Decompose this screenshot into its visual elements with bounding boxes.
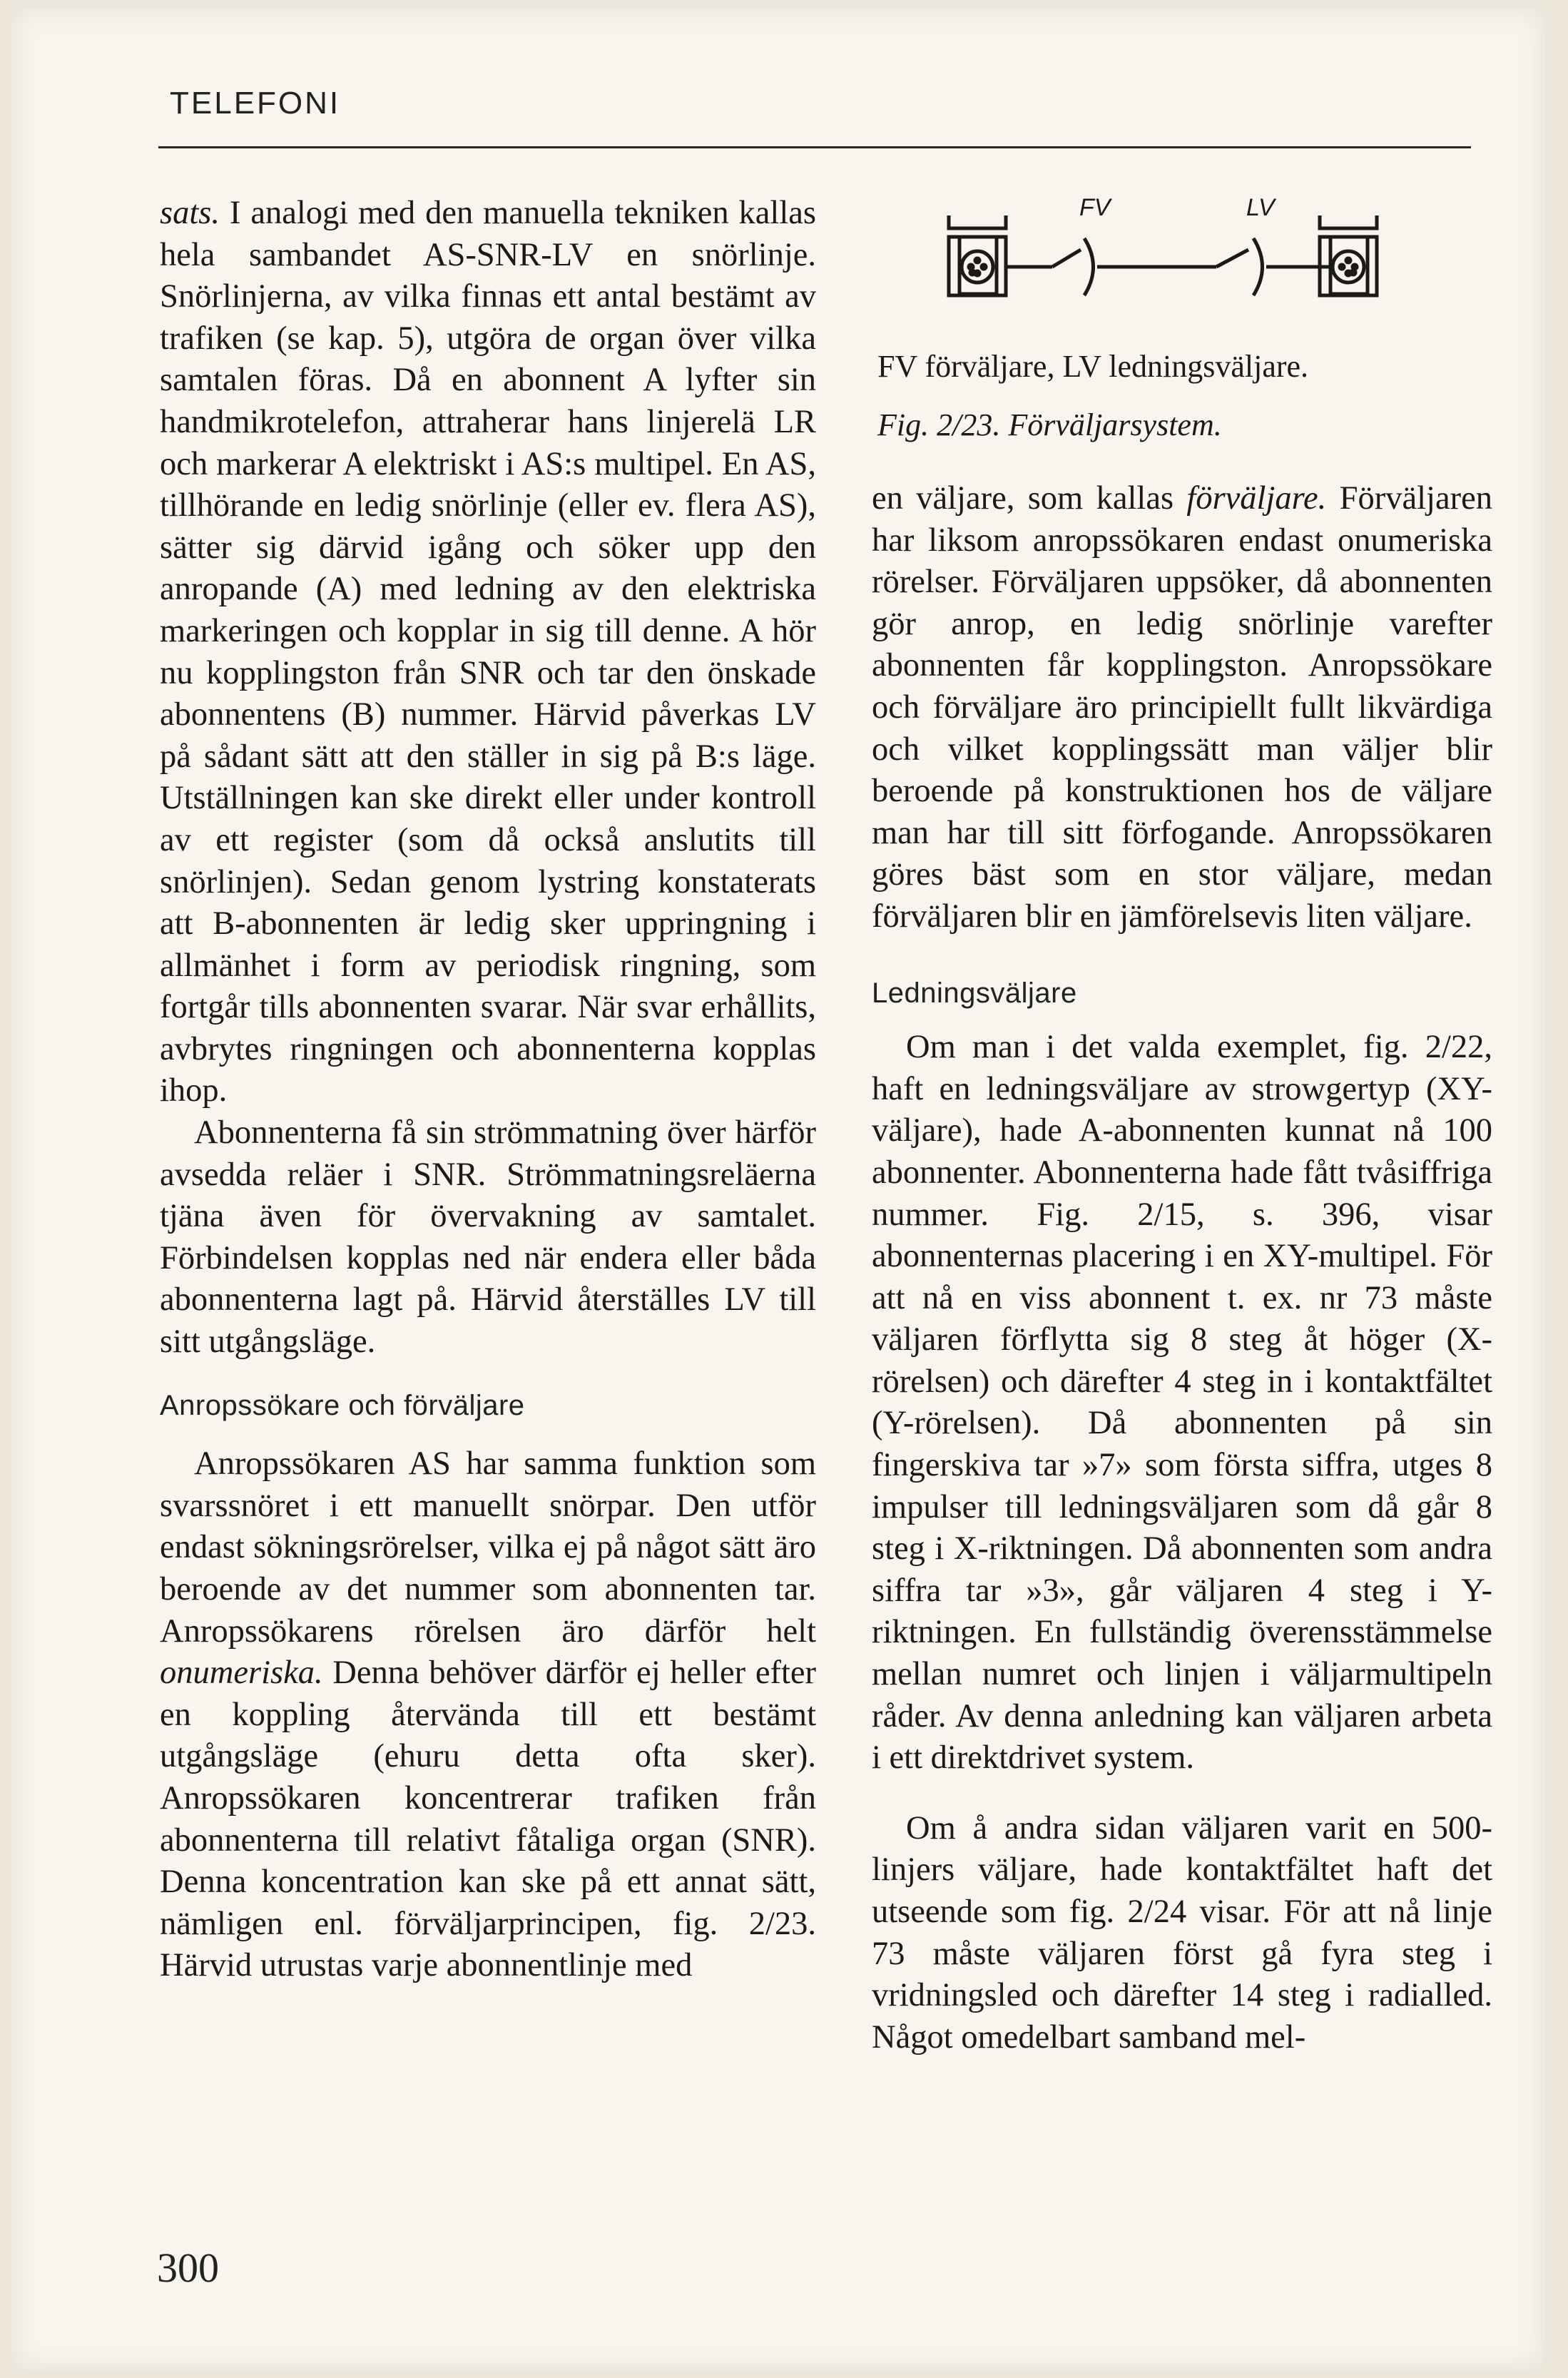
emphasis: onumeriska. xyxy=(160,1655,323,1692)
running-header: TELEFONI xyxy=(170,86,341,121)
paragraph-text: Denna behöver därför ej heller efter en koppling återvända till ett bestämt utgångsläge (ehuru detta ofta sker). Anropssökaren koncentrerar trafiken från abonnenterna till relativt fåtaliga organ (SNR). Denna koncentration kan ske på ett annat sätt, nämligen enl. förväljarprincipen, fig. 2/23. Härvid utrustas varje abonnentlinje med xyxy=(160,1655,816,1984)
section-heading: Anropssökare och förväljare xyxy=(160,1389,525,1421)
fv-selector-symbol xyxy=(1006,238,1216,295)
preselector-diagram xyxy=(935,187,1491,330)
lv-selector-symbol xyxy=(1216,238,1334,295)
header-rule xyxy=(158,146,1471,148)
paragraph xyxy=(160,193,816,1112)
lead-word: sats. xyxy=(160,195,220,231)
paragraph-text: I analogi med den manuella tekniken kallas hela sambandet AS-SNR-LV en snörlinje. Snörlinjerna, av vilka finnas ett antal bestämt av trafiken (se kap. 5), utgöra de organ över vilka samtalen föras. Då en abonnent A lyfter sin handmikrotelefon, attraherar hans linjerelä LR och markerar A elektriskt i AS:s multipel. En AS, tillhörande en ledig snörlinje (eller ev. flera AS), sätter sig därvid igång och söker upp den anropande (A) med ledning av den elektriska markeringen och kopplar in sig till denne. A hör nu kopplingston från SNR och tar den önskade abonnentens (B) nummer. Härvid påverkas LV på sådant sätt att den ställer in sig på B:s läge. Utställningen kan ske direkt eller under kontroll av ett register (som då också anslutits till snörlinjen). Sedan genom lystring konstaterats att B-abonnenten är ledig sker uppringning i allmänhet i form av periodisk ringning, som fortgår tills abonnenten svarar. När svar erhållits, avbrytes ringningen och abonnenterna kopplas ihop. xyxy=(160,195,816,1109)
paragraph-text: Anropssökaren AS har samma funktion som svarssnöret i ett manuellt snörpar. Den utför endast sökningsrörelser, vilka ej på något sätt äro beroende av det nummer som abonnenten tar. Anropssökarens rörelsen äro därför helt xyxy=(160,1445,816,1650)
figure-caption xyxy=(877,346,1491,446)
paragraph xyxy=(160,1443,816,1987)
paragraph-text: en väljare, som kallas xyxy=(872,480,1187,517)
page-number: 300 xyxy=(157,2245,219,2291)
telephone-icon-left xyxy=(949,215,1006,295)
right-column xyxy=(872,478,1492,2058)
paragraph: Om å andra sidan väljaren varit en 500-linjers väljare, hade kontaktfältet haft det utseende som fig. 2/24 visar. För att nå linje 73 måste väljaren först gå fyra steg i vridningsled och därefter 14 steg i radialled. Något omedelbart samband mel- xyxy=(872,1809,1492,2056)
figure-legend: FV förväljare, LV ledningsväljare. xyxy=(877,349,1309,384)
paragraph: Om man i det valda exemplet, fig. 2/22, haft en ledningsväljare av strowgertyp (XY-väljare), hade A-abonnenten kunnat nå 100 abonnenter. Abonnenterna hade fått tvåsiffriga nummer. Fig. 2/15, s. 396, visar abonnenternas placering i en XY-multipel. För att nå en viss abonnent t. ex. nr 73 måste väljaren förflytta sig 8 steg åt höger (X-rörelsen) och därefter 4 steg in i kontaktfältet (Y-rörelsen). Då abonnenten på sin fingerskiva tar »7» som första siffra, utges 8 impulser till ledningsväljaren som då går 8 steg i X-riktningen. Då abonnenten som andra siffra tar »3», går väljaren 4 steg i Y-riktningen. En fullständig överensstämmelse mellan numret och linjen i väljarmultipeln råder. Av denna anledning kan väljaren arbeta i ett direktdrivet system. xyxy=(872,1029,1492,1777)
paragraph-text: Förväljaren har liksom anropssökaren endast onumeriska rörelser. Förväljaren uppsöker, då abonnenten gör anrop, en ledig snörlinje varefter abonnenten får kopplingston. Anropssökare och förväljare äro principiellt fullt likvärdiga och vilket kopplingssätt man väljer blir beroende på konstruktionen hos de väljare man har till sitt förfogande. Anropssökaren göres bäst som en stor väljare, medan förväljaren blir en jämförelsevis liten väljare. xyxy=(872,480,1492,935)
paragraph: Abonnenterna få sin strömmatning över härför avsedda reläer i SNR. Strömmatningsreläerna tjäna även för övervakning av samtalet. Förbindelsen kopplas ned när endera eller båda abonnenterna lagt på. Härvid återställes LV till sitt utgångsläge. xyxy=(160,1114,816,1361)
emphasis: förväljare. xyxy=(1186,480,1327,517)
lv-label: LV xyxy=(1246,194,1275,221)
telephone-icon-right xyxy=(1320,215,1377,295)
left-column xyxy=(160,193,816,1987)
paragraph xyxy=(872,478,1492,938)
section-heading: Ledningsväljare xyxy=(872,977,1077,1009)
fv-label: FV xyxy=(1079,194,1111,221)
figure-title: Fig. 2/23. Förväljarsystem. xyxy=(877,407,1222,442)
